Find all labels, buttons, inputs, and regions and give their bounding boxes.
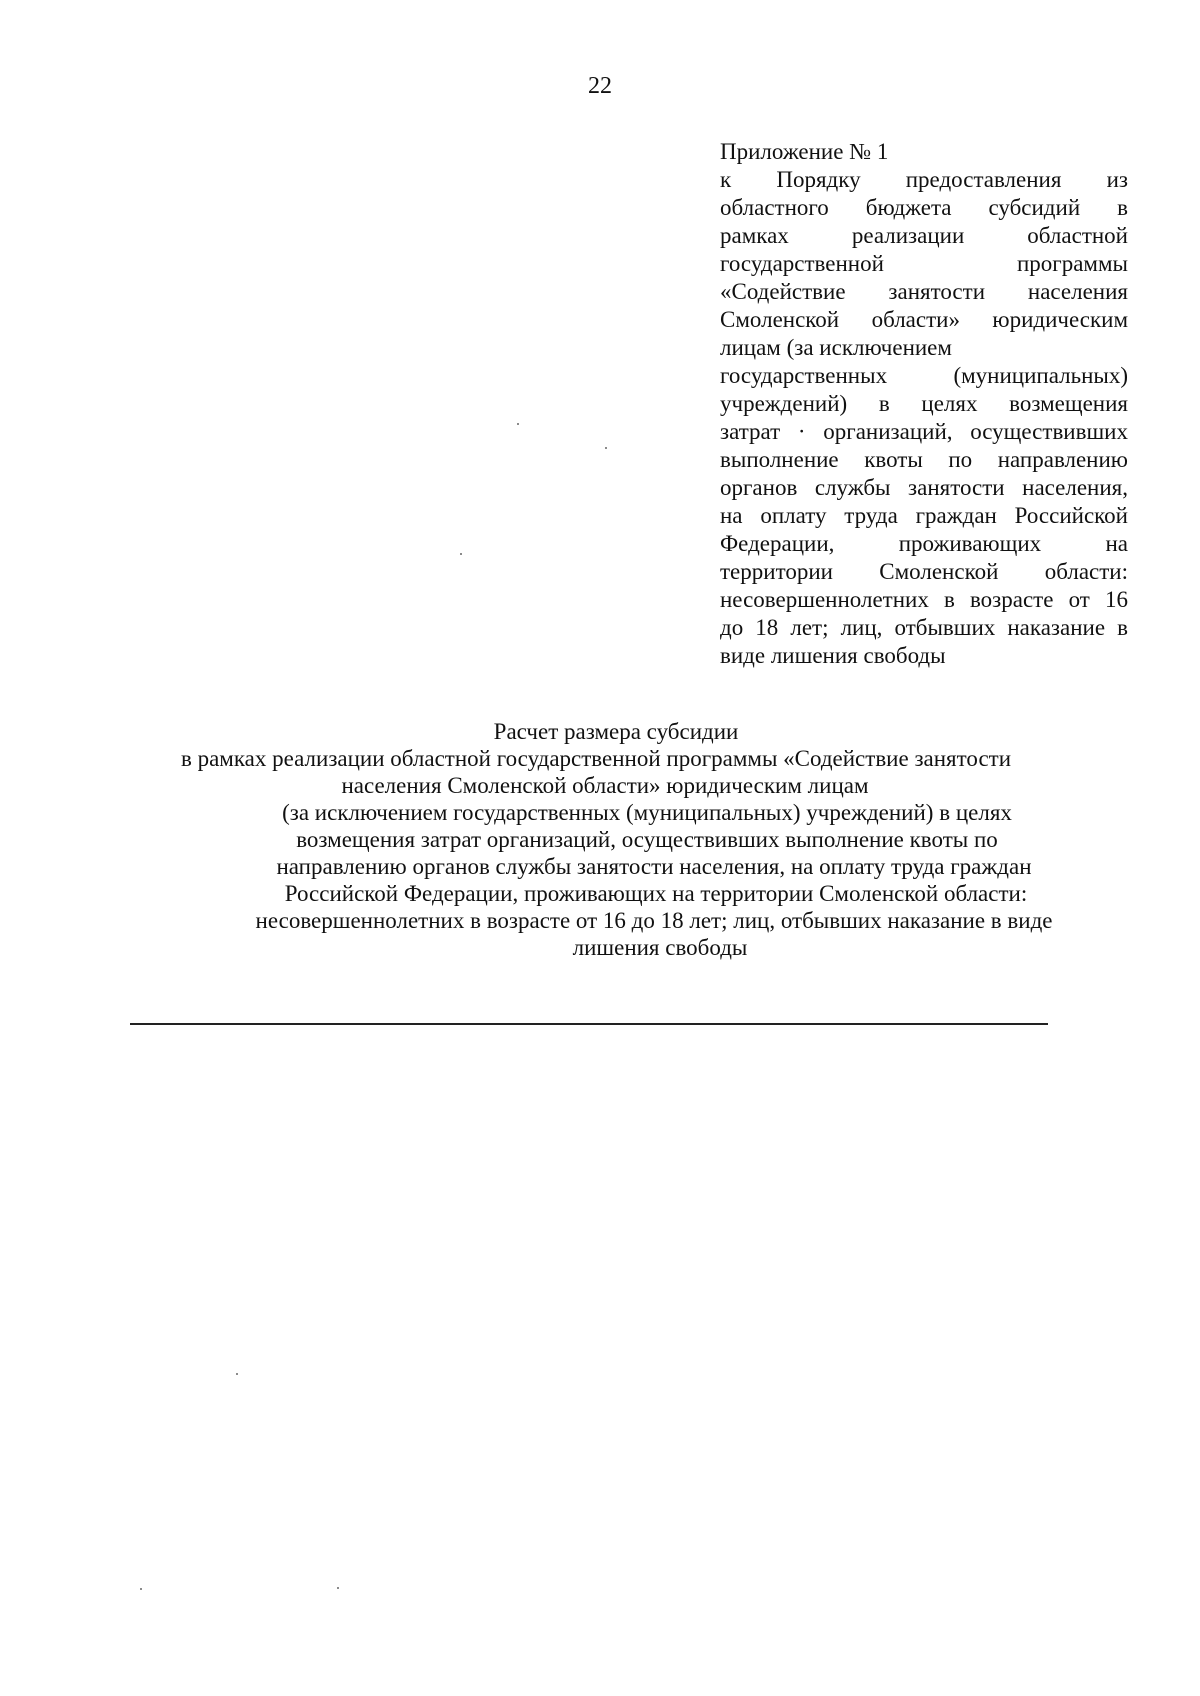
speck <box>605 447 607 449</box>
appendix-line: несовершеннолетних в возрасте от 16 <box>720 587 1128 612</box>
speck <box>337 1587 339 1589</box>
appendix-line: государственных (муниципальных) <box>720 363 1128 388</box>
appendix-line: учреждений) в целях возмещения <box>720 391 1128 416</box>
calculation-line: населения Смоленской области» юридическим лицам <box>341 773 869 798</box>
appendix-line: «Содействие занятости населения <box>720 279 1128 304</box>
calculation-line: лишения свободы <box>572 935 748 960</box>
calculation-title: Расчет размера субсидии <box>493 719 739 744</box>
speck <box>140 1588 142 1590</box>
appendix-line: территории Смоленской области: <box>720 559 1128 584</box>
calculation-line: направлению органов службы занятости населения, на оплату труда граждан <box>276 854 1032 879</box>
appendix-line: выполнение квоты по направлению <box>720 447 1128 472</box>
speck <box>517 423 519 425</box>
appendix-line: государственной программы <box>720 251 1128 276</box>
appendix-line: виде лишения свободы <box>720 643 946 668</box>
appendix-line: к Порядку предоставления из <box>720 167 1128 192</box>
speck <box>236 1373 238 1375</box>
horizontal-rule <box>130 1023 1048 1025</box>
speck <box>460 553 462 555</box>
appendix-header-block <box>720 138 1128 670</box>
appendix-line: на оплату труда граждан Российской <box>720 503 1128 528</box>
calculation-line: Российской Федерации, проживающих на территории Смоленской области: <box>284 881 1028 906</box>
appendix-line: областного бюджета субсидий в <box>720 195 1128 220</box>
calculation-line: несовершеннолетних в возрасте от 16 до 18 лет; лиц, отбывших наказание в виде <box>255 908 1053 933</box>
calculation-line: (за исключением государственных (муниципальных) учреждений) в целях <box>282 800 1012 825</box>
appendix-line: до 18 лет; лиц, отбывших наказание в <box>720 615 1128 640</box>
appendix-line: Смоленской области» юридическим <box>720 307 1128 332</box>
appendix-line: лицам (за исключением <box>720 335 952 360</box>
calculation-line: возмещения затрат организаций, осуществивших выполнение квоты по <box>296 827 998 852</box>
calculation-heading-block <box>130 718 1090 961</box>
page-number: 22 <box>588 73 612 99</box>
appendix-line: Федерации, проживающих на <box>720 531 1128 556</box>
appendix-line: затрат · организаций, осуществивших <box>720 419 1128 444</box>
appendix-title: Приложение № 1 <box>720 139 889 164</box>
appendix-line: рамках реализации областной <box>720 223 1128 248</box>
appendix-line: органов службы занятости населения, <box>720 475 1128 500</box>
calculation-line: в рамках реализации областной государственной программы «Содействие занятости <box>180 746 1012 771</box>
